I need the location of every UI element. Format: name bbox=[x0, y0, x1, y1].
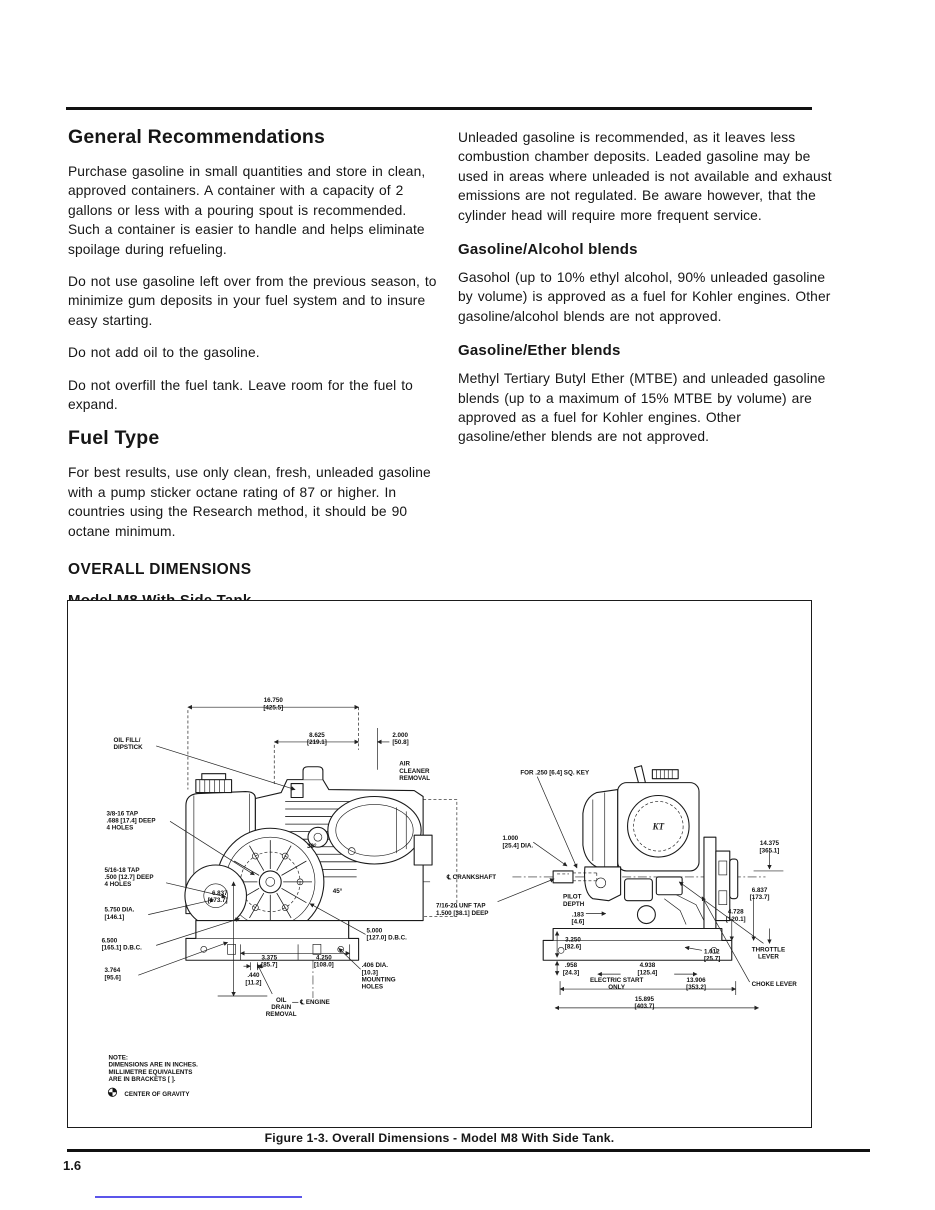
label-dim-16-750: 16.750 [425.5] bbox=[263, 697, 284, 712]
label-dim-14-375: 14.375 [365.1] bbox=[759, 840, 780, 855]
muffler-left-view bbox=[414, 835, 432, 865]
fuel-pump bbox=[585, 867, 621, 901]
label-angle-30: 30° bbox=[307, 843, 317, 851]
exhaust-port bbox=[637, 906, 655, 924]
paragraph: Do not overfill the fuel tank. Leave room for the fuel to expand. bbox=[68, 377, 413, 413]
label-tap-7-16: 7/16-20 UNF TAP 1.500 [38.1] DEEP bbox=[436, 902, 489, 917]
label-tap-5-16: 5/16-18 TAP .500 [12.7] DEEP 4 HOLES bbox=[104, 866, 154, 889]
label-dim-4-938: 4.938 [125.4] bbox=[637, 962, 658, 977]
figure-box bbox=[67, 600, 812, 1128]
lever-bracket bbox=[730, 859, 738, 899]
heading-overall-dimensions: OVERALL DIMENSIONS bbox=[68, 561, 252, 579]
paragraph: Unleaded gasoline is recommended, as it leaves less combustion chamber deposits. Leaded gasoline may be used in areas where unleaded is not available and exhaust emissions are not regulated. Be aware however, that the cylinder head will require more frequent service. bbox=[458, 130, 832, 223]
carburetor bbox=[303, 767, 323, 780]
right-column bbox=[458, 128, 832, 460]
heading-general-recommendations: General Recommendations bbox=[68, 126, 326, 148]
paragraph: Do not add oil to the gasoline. bbox=[68, 345, 260, 361]
label-dim-6-500: 6.500 [165.1] D.B.C. bbox=[101, 937, 142, 952]
figure-svg bbox=[68, 601, 809, 1125]
label-dim-5-750: 5.750 DIA. [146.1] bbox=[104, 906, 135, 921]
label-dim-4-250: 4.250 [108.0] bbox=[313, 954, 334, 969]
label-note: NOTE: DIMENSIONS ARE IN INCHES. MILLIMETRE EQUIVALENTS ARE IN BRACKETS [ ]. bbox=[108, 1054, 198, 1083]
paragraph: Methyl Tertiary Butyl Ether (MTBE) and unleaded gasoline blends (up to a maximum of 15% MTBE by volume) are approved as a fuel for Kohler engines. Other gasoline/ether blends are not approved. bbox=[458, 371, 826, 445]
pto-plate bbox=[704, 837, 716, 934]
label-dim-0-440: .440 [11.2] bbox=[245, 972, 262, 987]
label-dim-3-375: 3.375 [85.7] bbox=[261, 954, 278, 969]
label-choke-lever: CHOKE LEVER bbox=[751, 981, 797, 989]
choke-linkage bbox=[664, 899, 686, 925]
label-center-of-gravity: CENTER OF GRAVITY bbox=[124, 1091, 190, 1099]
label-dim-13-906: 13.906 [353.2] bbox=[686, 977, 706, 992]
label-centerline-engine: — ℄ ENGINE bbox=[292, 998, 330, 1006]
label-sq-key: FOR .250 [6.4] SQ. KEY bbox=[520, 769, 590, 777]
center-of-gravity-icon bbox=[108, 1088, 116, 1096]
label-dim-3-250: 3.250 [82.6] bbox=[564, 936, 582, 951]
label-dim-3-764: 3.764 [95.6] bbox=[104, 967, 121, 982]
top-rule bbox=[66, 107, 812, 110]
label-centerline-crankshaft: ℄ CRANKSHAFT bbox=[446, 873, 497, 881]
label-dim-4-728: 4.728 [120.1] bbox=[725, 908, 746, 923]
accent-underline bbox=[95, 1196, 302, 1198]
heading-gasoline-alcohol: Gasoline/Alcohol blends bbox=[458, 241, 638, 259]
label-dim-6-837-left: 6.837 [173.7] bbox=[207, 889, 228, 904]
label-tap-3-8: 3/8-16 TAP .688 [17.4] DEEP 4 HOLES bbox=[106, 810, 156, 832]
label-dim-2-000: 2.000 [50.8] bbox=[392, 731, 409, 747]
oil-fill-tube bbox=[291, 784, 303, 798]
label-dim-1-000-dia: 1.000 [25.4] DIA. bbox=[502, 835, 534, 850]
paragraph: Gasohol (up to 10% ethyl alcohol, 90% unleaded gasoline by volume) is approved as a fuel for Kohler engines. Other gasoline/alcohol blends are not approved. bbox=[458, 270, 831, 324]
air-cleaner-oval bbox=[328, 797, 421, 864]
label-dim-6-837-right: 6.837 [173.7] bbox=[749, 886, 770, 901]
label-dim-8-625: 8.625 [219.1] bbox=[307, 731, 327, 747]
label-oil-fill-dipstick: OIL FILL/ DIPSTICK bbox=[113, 736, 143, 752]
label-oil-drain-removal: OIL DRAIN REMOVAL bbox=[265, 996, 297, 1019]
label-dim-15-895: 15.895 [403.7] bbox=[634, 995, 655, 1011]
heading-gasoline-ether: Gasoline/Ether blends bbox=[458, 342, 621, 360]
label-throttle-lever: THROTTLE LEVER bbox=[751, 946, 786, 961]
label-pilot-depth: PILOT DEPTH bbox=[563, 893, 585, 908]
paragraph: Purchase gasoline in small quantities and store in clean, approved containers. A container with a capacity of 2 gallons or less with a pouring spout is recommended. Such a container is easier to handle and helps eliminate spoilage during refueling. bbox=[68, 164, 426, 257]
label-electric-start-only: ELECTRIC START ONLY bbox=[589, 977, 644, 992]
label-dim-0-183: .183 [4.6] bbox=[571, 911, 585, 926]
figure-caption: Figure 1-3. Overall Dimensions - Model M8 With Side Tank. bbox=[264, 1131, 615, 1145]
fuel-cap bbox=[196, 780, 232, 793]
choke-knob bbox=[635, 766, 646, 783]
label-dim-5-000: 5.000 [127.0] D.B.C. bbox=[366, 927, 407, 942]
solenoid bbox=[656, 877, 682, 895]
throttle-linkage bbox=[676, 895, 704, 921]
label-dim-0-958: .958 [24.3] bbox=[562, 962, 580, 977]
label-air-cleaner-removal: AIR CLEANER REMOVAL bbox=[399, 760, 431, 783]
heading-fuel-type: Fuel Type bbox=[68, 427, 160, 450]
paragraph: Do not use gasoline left over from the previous season, to minimize gum deposits in your fuel system and to insure easy starting. bbox=[68, 274, 437, 328]
bottom-rule bbox=[67, 1149, 870, 1152]
paragraph: For best results, use only clean, fresh, unleaded gasoline with a pump sticker octane rating of 87 or higher. In countries using the Research method, it should be 90 octane minimum. bbox=[68, 465, 431, 539]
crankshaft-stub bbox=[553, 871, 573, 883]
engine-badge: KT bbox=[652, 821, 665, 832]
engine-front-view bbox=[512, 766, 765, 961]
left-column bbox=[68, 126, 440, 609]
flywheel-hub bbox=[259, 871, 281, 893]
starter-motor bbox=[625, 879, 653, 901]
label-dim-0-406: .406 DIA. [10.3] MOUNTING HOLES bbox=[361, 962, 396, 991]
blower-shroud bbox=[583, 790, 618, 867]
label-angle-45: 45° bbox=[332, 887, 343, 895]
label-dim-1-012: 1.012 [25.7] bbox=[703, 948, 721, 963]
page-number: 1.6 bbox=[63, 1158, 82, 1173]
